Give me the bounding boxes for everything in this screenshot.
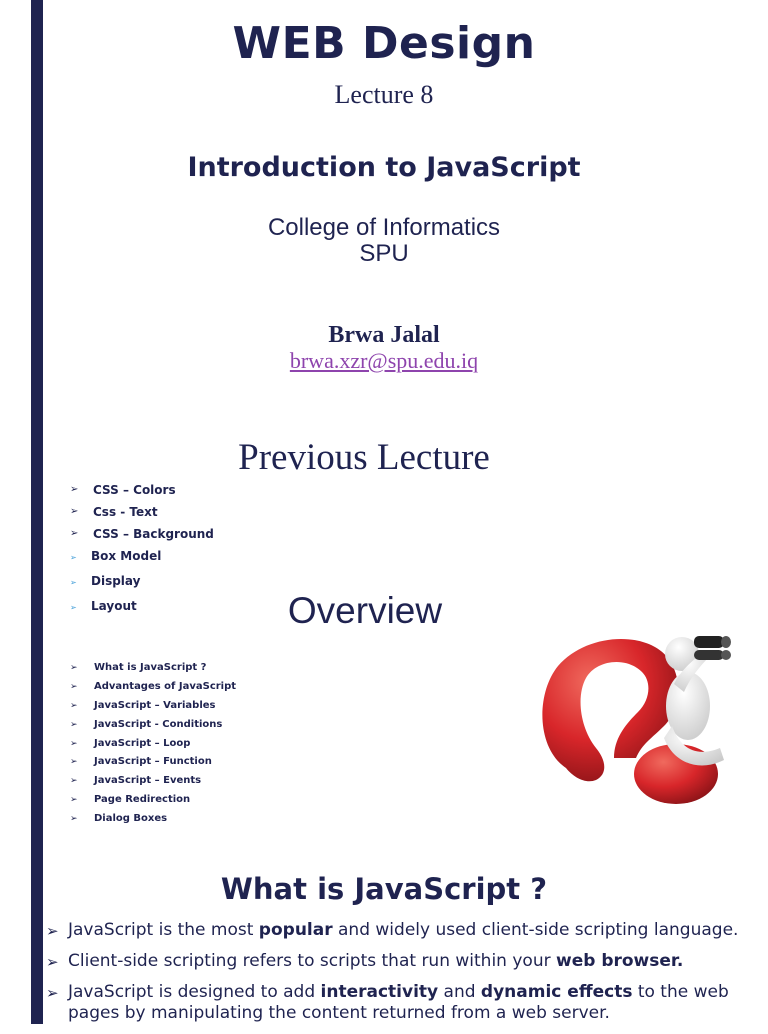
- list-item: ➢ JavaScript is designed to add interactivity and dynamic effects to the web pages by manipulating the content returned from a web server.: [46, 982, 729, 1023]
- arrow-bullet-icon: ➢: [70, 506, 79, 517]
- college-block: [0, 215, 768, 267]
- arrow-bullet-icon: ➢: [70, 776, 78, 787]
- list-item: ➢ CSS – Background: [70, 527, 214, 541]
- arrow-bullet-icon: ➢: [70, 700, 78, 711]
- list-item: ➢ Display: [70, 573, 214, 598]
- lecture-number: Lecture 8: [334, 80, 434, 109]
- previous-lecture-heading: Previous Lecture: [238, 437, 490, 478]
- blue-arrow-bullet-icon: ➢: [70, 578, 77, 587]
- list-item: ➢ JavaScript – Variables: [70, 699, 216, 711]
- blue-arrow-bullet-icon: ➢: [70, 553, 77, 562]
- arrow-bullet-icon: ➢: [70, 681, 78, 692]
- arrow-bullet-icon: ➢: [70, 663, 78, 673]
- author-email-link[interactable]: brwa.xzr@spu.edu.iq: [289, 348, 479, 373]
- arrow-bullet-icon: ➢: [70, 719, 78, 730]
- list-item: ➢ Advantages of JavaScript: [70, 680, 237, 692]
- arrow-bullet-icon: ➢: [70, 528, 79, 539]
- list-item: ➢ Page Redirection: [70, 794, 191, 806]
- list-item: ➢ Box Model: [70, 548, 214, 573]
- author-name: Brwa Jalal: [328, 322, 440, 348]
- blue-arrow-bullet-icon: ➢: [70, 603, 77, 612]
- question-mark-binoculars-illustration: [496, 598, 768, 838]
- list-item: ➢ Dialog Boxes: [70, 813, 168, 825]
- arrow-bullet-icon: ➢: [70, 484, 79, 495]
- binoculars-icon: [694, 636, 724, 648]
- list-item: ➢ JavaScript – Loop: [70, 737, 191, 749]
- course-title: WEB Design: [232, 18, 536, 69]
- arrow-bullet-icon: ➢: [46, 984, 59, 1002]
- overview-list: [70, 661, 236, 831]
- arrow-bullet-icon: ➢: [70, 814, 78, 825]
- list-item: ➢ JavaScript - Conditions: [70, 718, 223, 730]
- arrow-bullet-icon: ➢: [70, 757, 78, 768]
- list-item: ➢ Layout: [70, 598, 214, 623]
- university-name: SPU: [359, 240, 409, 267]
- arrow-bullet-icon: ➢: [70, 738, 78, 749]
- what-is-javascript-heading: What is JavaScript ?: [220, 872, 548, 906]
- email-row: [0, 348, 768, 374]
- list-item: ➢ Css - Text: [70, 505, 158, 519]
- arrow-bullet-icon: ➢: [70, 795, 78, 806]
- list-item: ➢ Client-side scripting refers to scripts that run within your web browser.: [46, 951, 684, 971]
- list-item: ➢ JavaScript – Events: [70, 775, 202, 787]
- arrow-bullet-icon: ➢: [46, 922, 59, 940]
- javascript-definition-list: [44, 920, 768, 1034]
- overview-heading: Overview: [287, 590, 443, 631]
- college-name: College of Informatics: [267, 214, 501, 241]
- lecture-topic: Introduction to JavaScript: [187, 152, 581, 183]
- list-item: ➢ What is JavaScript ?: [70, 662, 207, 673]
- list-item: ➢ JavaScript – Function: [70, 756, 212, 768]
- list-item: ➢ CSS – Colors: [70, 483, 176, 497]
- arrow-bullet-icon: ➢: [46, 953, 59, 971]
- list-item: ➢ JavaScript is the most popular and widely used client-side scripting language.: [46, 920, 739, 940]
